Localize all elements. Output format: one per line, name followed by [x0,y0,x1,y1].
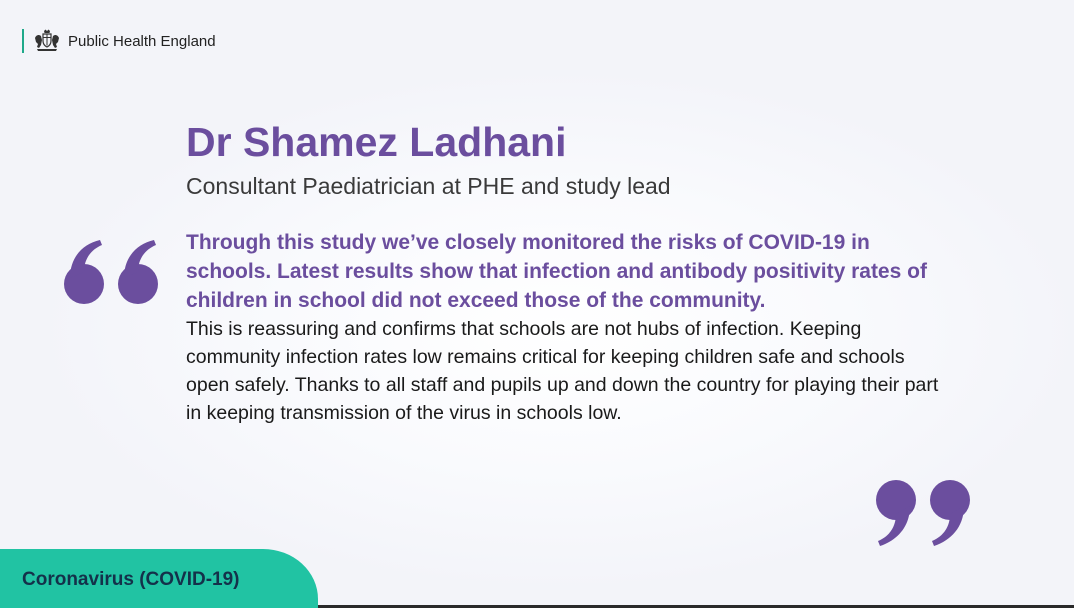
quote-body: This is reassuring and confirms that schools are not hubs of infection. Keeping community infection rates low remains critical for keeping children safe and schools open safely. Thanks to all staff and pupils up and down the country for playing their part in keeping transmission of the virus in schools low. [186,318,939,424]
header [22,28,216,54]
quote-block [186,228,946,427]
banner-label: Coronavirus (COVID-19) [22,568,240,590]
speaker-name: Dr Shamez Ladhani [186,119,567,165]
quote-lead: Through this study we’ve closely monitored the risks of COVID-19 in schools. Latest results show that infection and antibody positivity rates of children in school did not exceed those of the community. [186,231,927,312]
header-divider [22,29,24,53]
royal-coat-of-arms-icon [32,29,62,53]
covid-banner [0,549,318,608]
org-name: Public Health England [68,32,216,50]
speaker-role: Consultant Paediatrician at PHE and study lead [186,173,671,199]
open-quote-icon [60,238,164,308]
close-quote-icon [870,478,974,548]
